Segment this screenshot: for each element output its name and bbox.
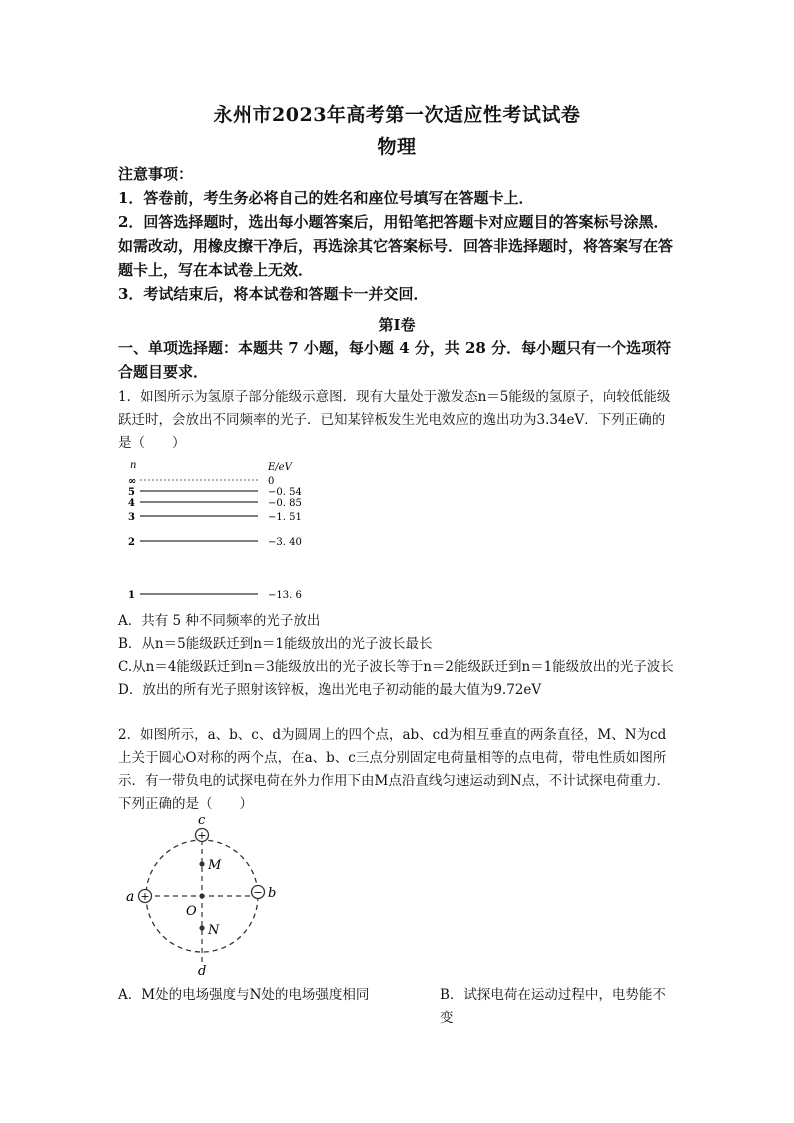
energy-level-e-label: 0 — [268, 476, 275, 487]
exam-title: 永州市2023年高考第一次适应性考试试卷 — [213, 104, 581, 126]
section-title: 第Ⅰ卷 — [378, 316, 416, 334]
energy-level-e-label: −1. 51 — [268, 512, 302, 523]
question-1-options — [118, 610, 678, 702]
energy-level-n-label: ∞ — [128, 476, 137, 487]
q2-option-a: A．M处的电场强度与N处的电场强度相同 — [118, 987, 370, 1003]
label-b: b — [268, 886, 277, 901]
subject-title: 物理 — [377, 136, 417, 158]
label-o: O — [186, 904, 197, 919]
circle-charge-diagram — [118, 814, 298, 979]
label-c: c — [198, 814, 206, 828]
section-heading: 一、单项选择题：本题共 7 小题，每小题 4 分，共 28 分．每小题只有一个选项符合题目要求． — [118, 339, 672, 381]
energy-level-diagram — [118, 456, 318, 608]
question-1-stem: 1．如图所示为氢原子部分能级示意图．现有大量处于激发态n＝5能级的氢原子，向较低能级跃迁时，会放出不同频率的光子．已知某锌板发生光电效应的逸出功为3.34eV．下列正确的是（ ） — [118, 389, 671, 451]
energy-level-n-label: 1 — [128, 590, 135, 601]
energy-level-n-label: 5 — [128, 487, 135, 498]
notice-item-3: 3．考试结束后，将本试卷和答题卡一并交回． — [118, 285, 429, 303]
energy-level-e-label: −13. 6 — [268, 590, 302, 601]
label-d: d — [198, 964, 207, 979]
n-axis-label: n — [130, 460, 137, 471]
charge-c-sign: + — [197, 829, 207, 842]
label-m: M — [208, 858, 222, 873]
point-m — [199, 861, 204, 866]
label-n: N — [208, 923, 220, 938]
notice-item-1: 1．答卷前，考生务必将自己的姓名和座位号填写在答题卡上． — [118, 189, 534, 207]
energy-axis-label: E/eV — [268, 462, 292, 473]
q1-option-b: B．从n＝5能级跃迁到n＝1能级放出的光子波长最长 — [118, 636, 433, 652]
question-2-stem: 2．如图所示，a、b、c、d为圆周上的四个点，ab、cd为相互垂直的两条直径，M、N为cd上关于圆心O对称的两个点，在a、b、c三点分别固定电荷量相等的点电荷，带电性质如图所示．有一带负电的试探电荷在外力作用下由M点沿直线匀速运动到N点，不计试探电荷重力．下列正确的是（ ） — [118, 727, 671, 812]
q2-option-b: B．试探电荷在运动过程中，电势能不变 — [440, 987, 666, 1026]
notice-block — [118, 162, 678, 306]
q1-option-d: D．放出的所有光子照射该锌板，逸出光电子初动能的最大值为9.72eV — [118, 682, 542, 698]
energy-level-e-label: −3. 40 — [268, 537, 302, 548]
notice-heading: 注意事项： — [118, 165, 194, 183]
charge-a-sign: + — [140, 890, 150, 903]
point-o — [199, 893, 204, 898]
energy-level-e-label: −0. 54 — [268, 487, 302, 498]
q1-option-a: A．共有 5 种不同频率的光子放出 — [118, 613, 321, 629]
q1-option-c: C.从n＝4能级跃迁到n＝3能级放出的光子波长等于n＝2能级跃迁到n＝1能级放出的光子波长 — [118, 659, 674, 675]
label-a: a — [126, 889, 135, 905]
energy-level-n-label: 4 — [128, 498, 135, 509]
energy-level-n-label: 3 — [128, 512, 135, 523]
energy-level-n-label: 2 — [128, 537, 135, 548]
point-n — [199, 925, 204, 930]
notice-item-2: 2．回答选择题时，选出每小题答案后，用铅笔把答题卡对应题目的答案标号涂黑．如需改动，用橡皮擦干净后，再选涂其它答案标号．回答非选择题时，将答案写在答题卡上，写在本试卷上无效． — [118, 213, 674, 279]
energy-level-e-label: −0. 85 — [268, 498, 302, 509]
charge-b-sign: − — [253, 886, 263, 899]
